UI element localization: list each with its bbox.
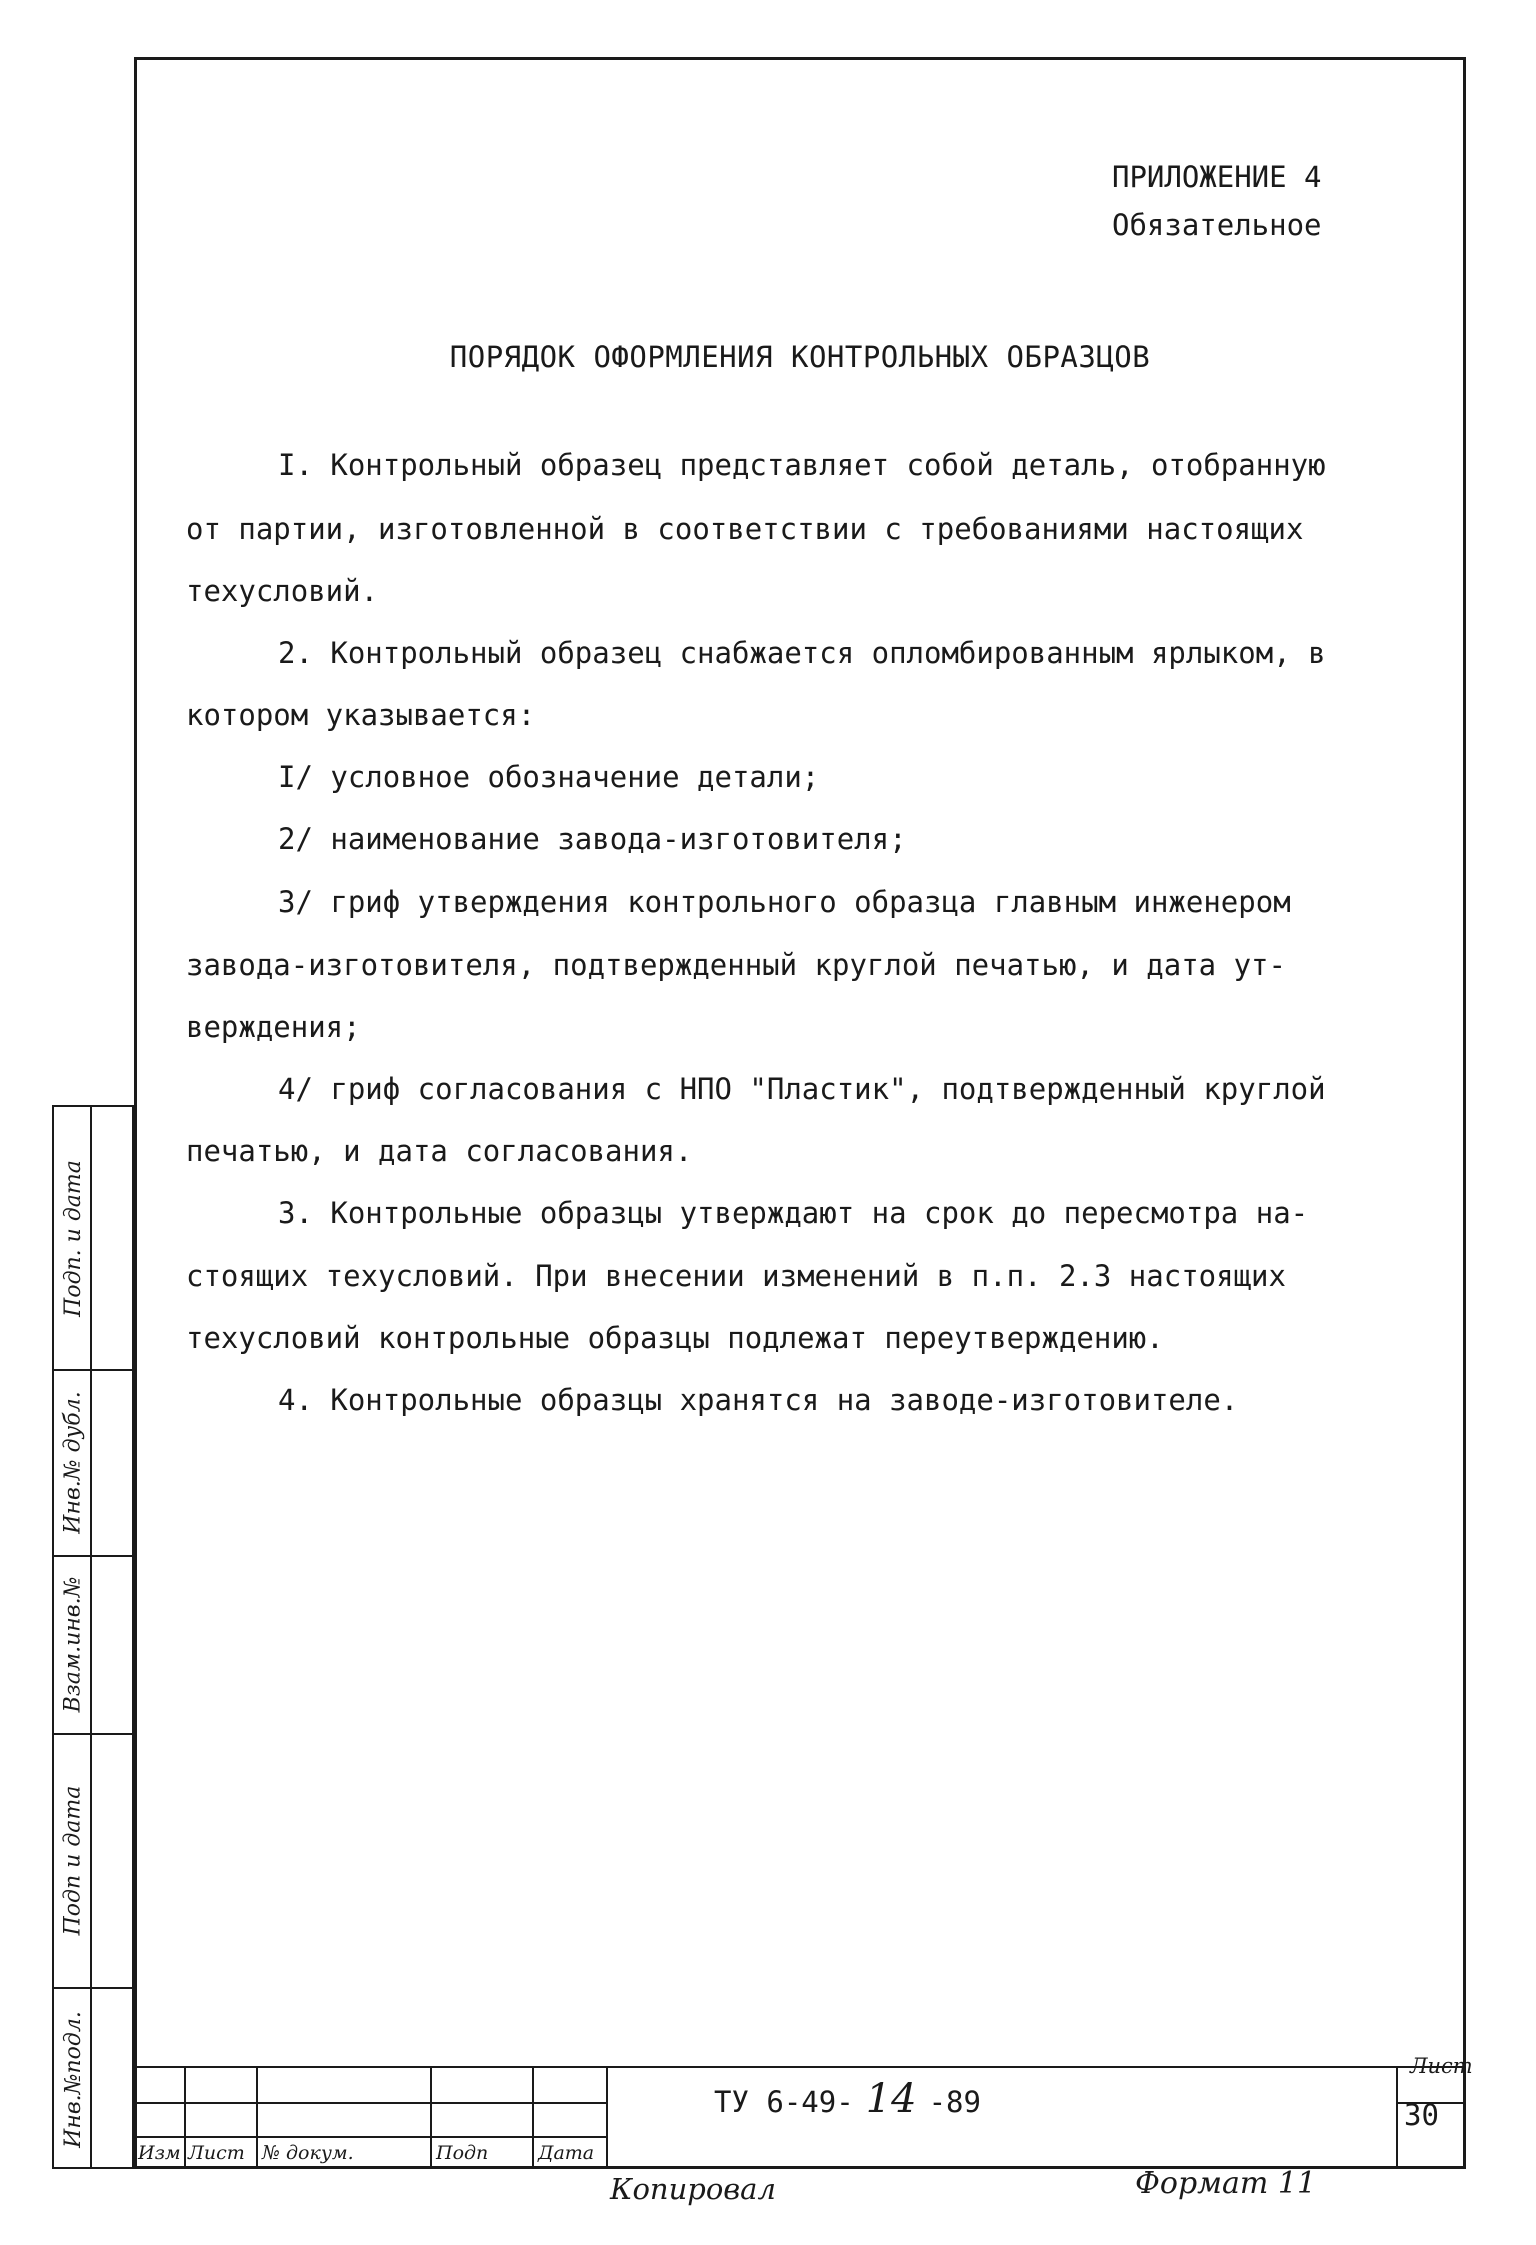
- side-label-sign-date: Подп. и дата: [60, 1159, 86, 1317]
- stamp-row-line: [134, 2136, 606, 2138]
- sheet-number: 30: [1404, 2098, 1439, 2132]
- side-registration-strip: [52, 1105, 134, 2169]
- list-item: 2/ наименование завода-изготовителя;: [278, 822, 907, 856]
- text-line: 2. Контрольный образец снабжается опломбированным ярлыком, в: [278, 636, 1326, 670]
- text-line: техусловий контрольные образцы подлежат переутверждению.: [186, 1321, 1164, 1355]
- list-item: 3/ гриф утверждения контрольного образца главным инженером: [278, 885, 1291, 919]
- stamp-col-line: [532, 2068, 534, 2169]
- stamp-col-change: Изм: [138, 2142, 181, 2164]
- side-strip-divider: [90, 1107, 92, 2167]
- document-code: [714, 2076, 981, 2122]
- stamp-col-line: [184, 2068, 186, 2169]
- appendix-status: Обязательное: [1112, 208, 1322, 242]
- sheet-label: Лист: [1410, 2054, 1473, 2078]
- side-label-replace-inv: Взам.инв.№: [60, 1576, 86, 1712]
- text-line: завода-изготовителя, подтвержденный круглой печатью, и дата ут-: [186, 948, 1286, 982]
- side-label-sign-date-2: Подп и дата: [60, 1785, 86, 1935]
- list-item: 4/ гриф согласования с НПО "Пластик", подтвержденный круглой: [278, 1072, 1326, 1106]
- text-line: печатью, и дата согласования.: [186, 1134, 693, 1168]
- stamp-col-date: Дата: [538, 2142, 595, 2164]
- stamp-col-line: [256, 2068, 258, 2169]
- text-line: 4. Контрольные образцы хранятся на заводе-изготовителе.: [278, 1383, 1239, 1417]
- text-line: техусловий.: [186, 574, 379, 608]
- appendix-label: ПРИЛОЖЕНИЕ 4: [1112, 160, 1322, 194]
- footer-format: Формат 11: [1135, 2166, 1317, 2201]
- doc-code-handwritten: 14: [865, 2076, 917, 2122]
- text-line: от партии, изготовленной в соответствии с требованиями настоящих: [186, 512, 1304, 546]
- stamp-col-line: [1396, 2068, 1398, 2169]
- stamp-col-line: [606, 2068, 608, 2169]
- stamp-col-signature: Подп: [436, 2142, 489, 2164]
- side-label-original-inv: Инв.№подл.: [60, 2010, 86, 2148]
- stamp-col-sheet: Лист: [188, 2142, 245, 2164]
- doc-code-suffix: -89: [928, 2085, 981, 2119]
- stamp-row-line: [134, 2102, 606, 2104]
- stamp-col-doc-number: № докум.: [262, 2142, 354, 2164]
- list-item: I/ условное обозначение детали;: [278, 760, 820, 794]
- text-line: стоящих техусловий. При внесении изменений в п.п. 2.3 настоящих: [186, 1259, 1286, 1293]
- stamp-col-line: [430, 2068, 432, 2169]
- document-title: ПОРЯДОК ОФОРМЛЕНИЯ КОНТРОЛЬНЫХ ОБРАЗЦОВ: [449, 340, 1151, 374]
- text-line: котором указывается:: [186, 698, 536, 732]
- text-line: верждения;: [186, 1010, 361, 1044]
- doc-code-prefix: ТУ 6-49-: [714, 2085, 854, 2119]
- text-line: I. Контрольный образец представляет собой деталь, отобранную: [278, 448, 1326, 482]
- text-line: 3. Контрольные образцы утверждают на срок до пересмотра на-: [278, 1196, 1309, 1230]
- side-label-dup-inv: Инв.№ дубл.: [60, 1390, 86, 1534]
- footer-copied: Копировал: [610, 2172, 776, 2206]
